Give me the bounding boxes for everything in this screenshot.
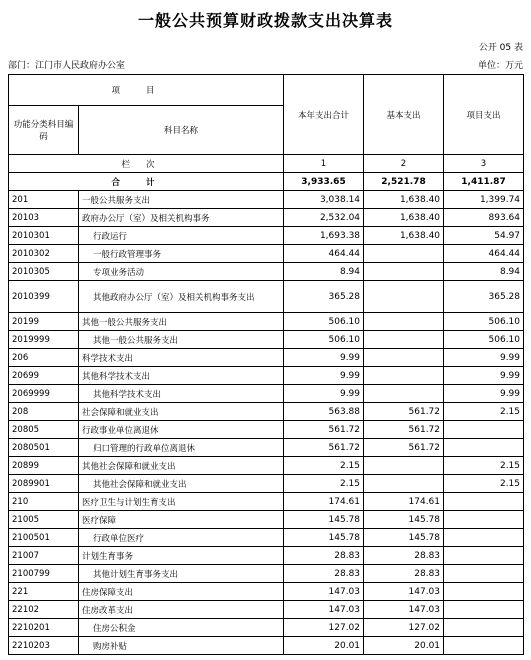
row-project: 9.99 — [444, 385, 524, 403]
table-row — [9, 583, 524, 601]
table-row — [9, 511, 524, 529]
table-row — [9, 529, 524, 547]
row-total: 1,693.38 — [284, 227, 364, 245]
row-code: 206 — [9, 349, 79, 367]
row-project: 506.10 — [444, 313, 524, 331]
table-row — [9, 331, 524, 349]
row-project — [444, 529, 524, 547]
row-name: 购房补贴 — [79, 637, 284, 655]
table-row — [9, 367, 524, 385]
row-name: 其他政府办公厅（室）及相关机构事务支出 — [79, 281, 284, 313]
row-name: 行政运行 — [79, 227, 284, 245]
row-project — [444, 493, 524, 511]
row-total: 9.99 — [284, 367, 364, 385]
row-total: 2,532.04 — [284, 209, 364, 227]
row-code: 2010399 — [9, 281, 79, 313]
row-total: 561.72 — [284, 439, 364, 457]
row-code: 208 — [9, 403, 79, 421]
row-code: 20699 — [9, 367, 79, 385]
row-name: 住房保障支出 — [79, 583, 284, 601]
header-column-index: 栏次 — [9, 155, 284, 173]
table-row — [9, 245, 524, 263]
row-total: 3,038.14 — [284, 191, 364, 209]
row-basic: 28.83 — [364, 565, 444, 583]
department: 部门：江门市人民政府办公室 — [8, 61, 126, 71]
row-basic: 561.72 — [364, 403, 444, 421]
row-project — [444, 601, 524, 619]
table-row — [9, 313, 524, 331]
row-basic: 1,638.40 — [364, 227, 444, 245]
row-code: 21005 — [9, 511, 79, 529]
row-project — [444, 547, 524, 565]
row-name: 社会保障和就业支出 — [79, 403, 284, 421]
table-row — [9, 349, 524, 367]
row-project: 2.15 — [444, 475, 524, 493]
form-code: 公开 05 表 — [478, 43, 523, 53]
row-basic: 1,638.40 — [364, 209, 444, 227]
row-basic: 145.78 — [364, 529, 444, 547]
row-total: 145.78 — [284, 529, 364, 547]
row-total: 9.99 — [284, 349, 364, 367]
document-title: 一般公共预算财政拨款支出决算表 — [137, 11, 393, 30]
row-total: 147.03 — [284, 583, 364, 601]
row-name: 归口管理的行政单位离退休 — [79, 439, 284, 457]
row-name: 住房公积金 — [79, 619, 284, 637]
row-code: 2069999 — [9, 385, 79, 403]
total-amount: 3,933.65 — [284, 173, 364, 191]
row-basic — [364, 385, 444, 403]
row-total: 127.02 — [284, 619, 364, 637]
table-row — [9, 263, 524, 281]
row-basic — [364, 331, 444, 349]
table-row — [9, 547, 524, 565]
row-project: 8.94 — [444, 263, 524, 281]
header-code: 功能分类科目编码 — [9, 106, 79, 155]
row-basic: 561.72 — [364, 439, 444, 457]
table-row — [9, 209, 524, 227]
row-code: 20805 — [9, 421, 79, 439]
table-row — [9, 619, 524, 637]
row-name: 其他社会保障和就业支出 — [79, 475, 284, 493]
table-row — [9, 403, 524, 421]
row-name: 医疗保障 — [79, 511, 284, 529]
row-name: 一般公共服务支出 — [79, 191, 284, 209]
total-project: 1,411.87 — [444, 173, 524, 191]
row-total: 28.83 — [284, 547, 364, 565]
row-project: 9.99 — [444, 367, 524, 385]
column-number-2: 2 — [364, 155, 444, 173]
row-name: 其他科学技术支出 — [79, 385, 284, 403]
row-code: 20899 — [9, 457, 79, 475]
row-code: 2010305 — [9, 263, 79, 281]
row-project — [444, 421, 524, 439]
row-basic: 147.03 — [364, 583, 444, 601]
row-basic — [364, 475, 444, 493]
row-code: 201 — [9, 191, 79, 209]
row-name: 科学技术支出 — [79, 349, 284, 367]
row-total: 563.88 — [284, 403, 364, 421]
row-project: 54.97 — [444, 227, 524, 245]
row-code: 2100501 — [9, 529, 79, 547]
row-total: 145.78 — [284, 511, 364, 529]
row-project: 2.15 — [444, 457, 524, 475]
row-name: 医疗卫生与计划生育支出 — [79, 493, 284, 511]
row-total: 365.28 — [284, 281, 364, 313]
row-name: 其他一般公共服务支出 — [79, 313, 284, 331]
header-item-name: 科目名称 — [79, 106, 284, 155]
row-code: 2100799 — [9, 565, 79, 583]
row-code: 2080501 — [9, 439, 79, 457]
row-total: 20.01 — [284, 637, 364, 655]
row-project: 464.44 — [444, 245, 524, 263]
row-project: 365.28 — [444, 281, 524, 313]
row-basic — [364, 457, 444, 475]
table-row — [9, 385, 524, 403]
table-row — [9, 565, 524, 583]
row-total: 8.94 — [284, 263, 364, 281]
row-basic: 20.01 — [364, 637, 444, 655]
row-total: 561.72 — [284, 421, 364, 439]
row-basic — [364, 349, 444, 367]
row-code: 2089901 — [9, 475, 79, 493]
row-basic — [364, 313, 444, 331]
table-row — [9, 457, 524, 475]
row-code: 22102 — [9, 601, 79, 619]
row-basic — [364, 367, 444, 385]
table-row — [9, 191, 524, 209]
row-project: 2.15 — [444, 403, 524, 421]
row-total: 464.44 — [284, 245, 364, 263]
table-row — [9, 439, 524, 457]
row-basic — [364, 245, 444, 263]
row-code: 21007 — [9, 547, 79, 565]
row-code: 2210203 — [9, 637, 79, 655]
row-code: 210 — [9, 493, 79, 511]
row-code: 20199 — [9, 313, 79, 331]
row-basic: 561.72 — [364, 421, 444, 439]
table-row — [9, 281, 524, 313]
row-name: 其他计划生育事务支出 — [79, 565, 284, 583]
row-basic: 28.83 — [364, 547, 444, 565]
table-row — [9, 421, 524, 439]
row-name: 一般行政管理事务 — [79, 245, 284, 263]
row-basic — [364, 263, 444, 281]
row-project: 893.64 — [444, 209, 524, 227]
row-code: 2210201 — [9, 619, 79, 637]
row-name: 住房改革支出 — [79, 601, 284, 619]
table-row — [9, 637, 524, 655]
column-number-1: 1 — [284, 155, 364, 173]
row-total: 506.10 — [284, 313, 364, 331]
row-project: 9.99 — [444, 349, 524, 367]
row-total: 2.15 — [284, 475, 364, 493]
row-name: 其他一般公共服务支出 — [79, 331, 284, 349]
row-basic: 1,638.40 — [364, 191, 444, 209]
total-label: 合计 — [9, 173, 284, 191]
total-basic: 2,521.78 — [364, 173, 444, 191]
row-total: 28.83 — [284, 565, 364, 583]
row-project — [444, 511, 524, 529]
table-row — [9, 475, 524, 493]
row-project: 506.10 — [444, 331, 524, 349]
row-basic: 127.02 — [364, 619, 444, 637]
row-code: 2019999 — [9, 331, 79, 349]
row-total: 147.03 — [284, 601, 364, 619]
row-basic: 174.61 — [364, 493, 444, 511]
row-name: 政府办公厅（室）及相关机构事务 — [79, 209, 284, 227]
table-row — [9, 601, 524, 619]
row-basic — [364, 281, 444, 313]
row-name: 行政单位医疗 — [79, 529, 284, 547]
row-total: 9.99 — [284, 385, 364, 403]
header-basic: 基本支出 — [364, 75, 444, 155]
row-project — [444, 637, 524, 655]
row-basic: 145.78 — [364, 511, 444, 529]
row-project — [444, 619, 524, 637]
header-total: 本年支出合计 — [284, 75, 364, 155]
row-project — [444, 565, 524, 583]
header-category: 项目 — [9, 75, 284, 106]
column-number-3: 3 — [444, 155, 524, 173]
row-total: 506.10 — [284, 331, 364, 349]
row-name: 其他社会保障和就业支出 — [79, 457, 284, 475]
table-row — [9, 493, 524, 511]
row-project: 1,399.74 — [444, 191, 524, 209]
row-code: 20103 — [9, 209, 79, 227]
row-name: 计划生育事务 — [79, 547, 284, 565]
row-code: 221 — [9, 583, 79, 601]
row-basic: 147.03 — [364, 601, 444, 619]
header-project: 项目支出 — [444, 75, 524, 155]
table-row — [9, 227, 524, 245]
row-code: 2010302 — [9, 245, 79, 263]
row-code: 2010301 — [9, 227, 79, 245]
expenditure-table — [8, 74, 524, 655]
row-name: 行政事业单位离退休 — [79, 421, 284, 439]
row-name: 其他科学技术支出 — [79, 367, 284, 385]
row-name: 专项业务活动 — [79, 263, 284, 281]
row-project — [444, 583, 524, 601]
row-total: 174.61 — [284, 493, 364, 511]
row-project — [444, 439, 524, 457]
row-total: 2.15 — [284, 457, 364, 475]
unit-label: 单位：万元 — [477, 61, 523, 71]
